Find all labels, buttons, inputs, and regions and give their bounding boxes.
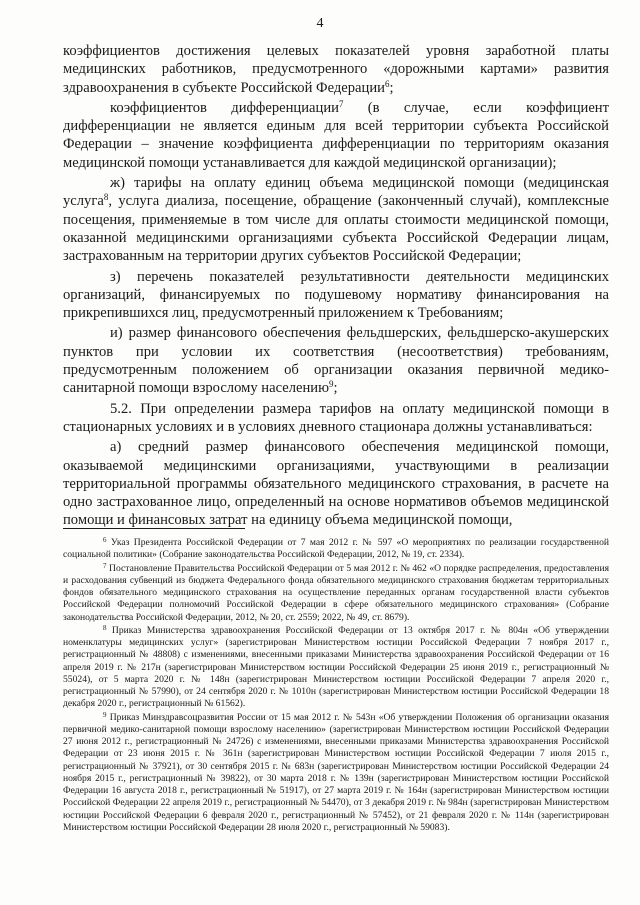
footnote-ref-9[interactable]: 9	[328, 379, 334, 390]
paragraph-item-zh: ж) тарифы на оплату единиц объема медицинской помощи (медицинская услуга$^8$, услуга диализа, посещение, обращение (законченный случай), комплексные посещения, применяемые в том числе для оплаты стоимости медицинской помощи, оказанной медицинскими организациями субъекта Российской Федерации лицам, застрахованным на территории других субъектов Российской Федерации;	[63, 175, 609, 265]
footnotes	[63, 537, 609, 834]
paragraph-item-z: з) перечень показателей результативности деятельности медицинских организаций, финансируемых по подушевому нормативу финансирования на прикрепившихся лиц, предусмотренный приложением к Требованиям;	[63, 268, 609, 322]
footnote-mark: 8	[103, 623, 107, 632]
page-number: 4	[316, 16, 324, 31]
footnote-mark: 6	[103, 536, 107, 544]
footnote-mark: 7	[103, 561, 107, 570]
footnote-ref-8[interactable]: 8	[103, 192, 109, 203]
footnote-mark: 9	[103, 710, 107, 719]
footnote-separator	[63, 528, 245, 529]
paragraph-item-i: и) размер финансового обеспечения фельдшерских, фельдшерско-акушерских пунктов при условии их соответствия (несоответствия) требованиям, предусмотренным положением об организации оказания первичной медико-санитарной помощи взрослому населению$^9$;	[63, 325, 609, 397]
footnote-8: $^8$ Приказ Министерства здравоохранения Российской Федерации от 13 октября 2017 г. № 804н «Об утверждении номенклатуры медицинских услуг» (зарегистрирован Министерством юстиции Российской Федерации 7 ноября 2017 г., регистрационный № 48808) с изменениями, внесенными приказами Министерства здравоохранения Российской Федерации от 16 апреля 2019 г. № 217н (зарегистрирован Министерством юстиции Российской Федерации 25 июня 2019 г., регистрационный № 55024), от 5 марта 2020 г. № 148н (зарегистрирован Министерством юстиции Российской Федерации 7 апреля 2020 г., регистрационный № 57990), от 24 сентября 2020 г. № 1010н (зарегистрирован Министерством юстиции Российской Федерации 18 декабря 2020 г., регистрационный № 61562).	[63, 623, 609, 710]
footnote-6: $^6$ Указ Президента Российской Федерации от 7 мая 2012 г. № 597 «О мероприятиях по реализации государственной социальной политики» (Собрание законодательства Российской Федерации, 2012, № 19, ст. 2334).	[63, 536, 609, 561]
paragraph-item-a: а) средний размер финансового обеспечения медицинской помощи, оказываемой медицинскими организациями, участвующими в реализации территориальной программы обязательного медицинского страхования, в расчете на одно застрахованное лицо, определенный на основе нормативов объемов медицинской помощи и финансовых затрат на единицу объема медицинской помощи,	[63, 439, 609, 529]
paragraph-coefficients-salary: коэффициентов достижения целевых показателей уровня заработной платы медицинских работников, предусмотренного «дорожными картами» развития здравоохранения в субъекте Российской Федерации$^6$;	[63, 43, 609, 96]
footnote-ref-6[interactable]: 6	[384, 78, 390, 89]
main-text	[63, 42, 609, 530]
paragraph-section-5-2: 5.2. При определении размера тарифов на оплату медицинской помощи в стационарных условиях и в условиях дневного стационара должны устанавливаться:	[63, 400, 609, 435]
footnote-7: $^7$ Постановление Правительства Российской Федерации от 5 мая 2012 г. № 462 «О порядке распределения, предоставления и расходования субвенций из бюджета Федерального фонда обязательного медицинского страхования бюджетам территориальных фондов обязательного медицинского страхования на осуществление переданных органам государственной власти субъектов Российской Федерации полномочий Российской Федерации в сфере обязательного медицинского страхования» (Собрание законодательства Российской Федерации, 2012, № 20, ст. 2559; 2022, № 49, ст. 8679).	[63, 561, 609, 623]
footnote-9: $^9$ Приказ Минздравсоцразвития России от 15 мая 2012 г. № 543н «Об утверждении Положения об организации оказания первичной медико-санитарной помощи взрослому населению» (зарегистрирован Министерством юстиции Российской Федерации 27 июня 2012 г., регистрационный № 24726) с изменениями, внесенными приказами Министерства здравоохранения Российской Федерации от 23 июня 2015 г. № 361н (зарегистрирован Министерством юстиции Российской Федерации 7 июля 2015 г., регистрационный № 37921), от 30 сентября 2015 г. № 683н (зарегистрирован Министерством юстиции Российской Федерации 24 ноября 2015 г., регистрационный № 39822), от 30 марта 2018 г. № 139н (зарегистрирован Министерством юстиции Российской Федерации 16 августа 2018 г., регистрационный № 51917), от 27 марта 2019 г. № 164н (зарегистрирован Министерством юстиции Российской Федерации 22 апреля 2019 г., регистрационный № 54470), от 3 декабря 2019 г. № 984н (зарегистрирован Министерством юстиции Российской Федерации 6 февраля 2020 г., регистрационный № 57452), от 21 февраля 2020 г. № 114н (зарегистрирован Министерством юстиции Российской Федерации 28 июля 2020 г., регистрационный № 59083).	[63, 710, 609, 833]
paragraph-coefficients-differentiation: коэффициентов дифференциации$^7$ (в случае, если коэффициент дифференциации не является единым для всей территории субъекта Российской Федерации – значение коэффициента дифференциации по территориям оказания медицинской помощи устанавливается для каждой медицинской организации);	[63, 98, 609, 171]
footnote-ref-7[interactable]: 7	[338, 98, 344, 109]
